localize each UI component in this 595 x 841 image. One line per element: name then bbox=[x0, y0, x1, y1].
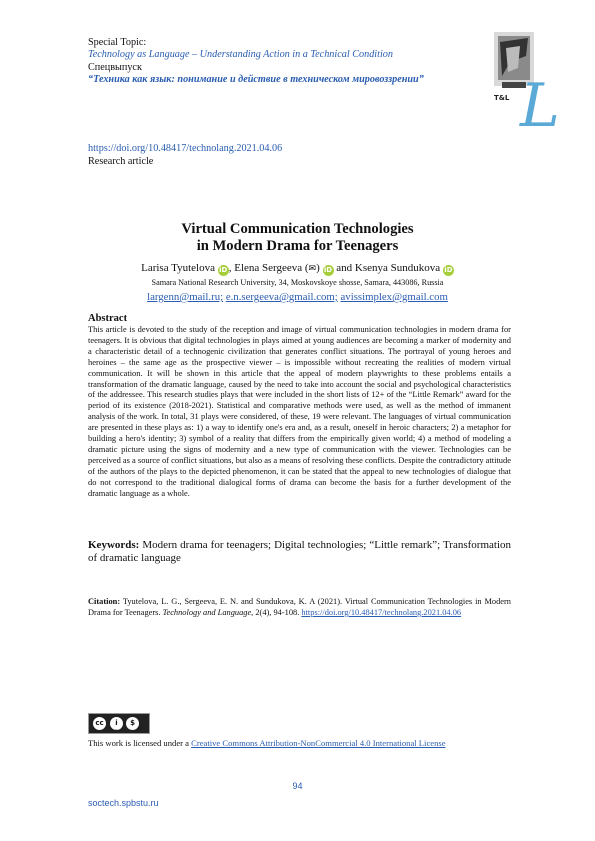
author-3: Ksenya Sundukova bbox=[354, 262, 441, 274]
keywords-text: Modern drama for teenagers; Digital technologies; “Little remark”; Transformation of dramatic language bbox=[88, 539, 511, 564]
orcid-icon[interactable]: iD bbox=[444, 266, 453, 274]
email-link[interactable]: e.n.sergeeva@gmail.com; bbox=[225, 291, 338, 303]
journal-logo-graphic bbox=[480, 28, 560, 141]
logo-letter: L bbox=[520, 71, 560, 141]
article-title bbox=[60, 221, 535, 255]
email-list bbox=[60, 291, 535, 304]
cc-icon: cc bbox=[92, 716, 107, 731]
page-number: 94 bbox=[292, 781, 303, 791]
title-line-2: in Modern Drama for Teenagers bbox=[196, 238, 399, 254]
noncommercial-icon: $ bbox=[126, 717, 139, 730]
nc-label: NC bbox=[124, 729, 133, 734]
affiliation: Samara National Research University, 34, Moskovskoye shosse, Samara, 443086, Russia bbox=[151, 278, 444, 287]
special-topic-label: Special Topic bbox=[88, 37, 144, 48]
journal-header bbox=[88, 37, 468, 87]
logo-caption: T&L bbox=[494, 94, 510, 102]
keywords-label: Keywords: bbox=[88, 539, 140, 551]
citation-doi-link[interactable]: https://doi.org/10.48417/technolang.2021.04.06 bbox=[301, 608, 462, 617]
abstract-body: This article is devoted to the study of the reception and image of virtual communication technologies in modern drama for teenagers. It is obvious that digital technologies in plays aimed at young audiences are becoming a marker of modernity and a characteristic detail of a technogenic civilization that generates conflict situations. The portrayal of young heroes and heroines – the same age as the prospective viewer – is impossible without recreating the realities of modern virtual communication. It will be shown in this article that the appeal of modern playwrights to these problems entails a transformation of the dramatic language, caused by the need to take into account the social and psychological characteristics of the addressee. This research studies plays that were included in the short lists of 12+ of the “Little Remark” award for the period of its existence (2018-2021). Statistical and comparative methods were used, as well as the method of immanent analysis of the work. In total, 31 plays were considered, of these, 19 were relevant. The languages of virtual communication are presented in these plays as: 1) a way to identify one's era and, as a result, oneself in heroic characters; 2) a metaphor for building a hero's identity; 3) symbol of a reality that differs from the empirically given world; 4) a method of modeling a dramatic picture using the signs of modernity and a new type of communication with the viewer. Technologies can be perceived as a source of conflict situations, but also as a means of resolving these conflicts. Despite the contradictory attitude of the authors of the plays to the depicted phenomenon, it can be stated that the appeal to new technologies of dialogue that do not correspond to the traditional dialogical forms of drama can become the basis for a further development of the dramatic language as a whole. bbox=[88, 324, 511, 498]
orcid-icon[interactable]: iD bbox=[219, 266, 228, 274]
author-list: Larisa Tyutelova iD, Elena Sergeeva (✉) iD and Ksenya Sundukova iD bbox=[141, 262, 453, 274]
license-link[interactable]: Creative Commons Attribution-NonCommercial 4.0 International License bbox=[191, 738, 446, 748]
keywords bbox=[88, 539, 511, 565]
email-link[interactable]: avissimplex@gmail.com bbox=[340, 291, 448, 303]
article-meta bbox=[88, 143, 282, 168]
citation-label: Citation: bbox=[88, 597, 121, 606]
abstract-heading: Abstract bbox=[88, 313, 128, 324]
cc-badge-labels bbox=[115, 729, 132, 734]
citation-journal: Technology and Language bbox=[162, 608, 252, 617]
citation-text-1: Tyutelova, L. G., Sergeeva, E. N. and Sundukova, K. A (2021). Virtual Communication Technologies in Modern Drama for Teenagers. bbox=[88, 597, 511, 617]
by-label: BY bbox=[115, 729, 122, 734]
license-prefix: This work is licensed under a bbox=[88, 738, 189, 748]
author-2: Elena Sergeeva bbox=[234, 262, 303, 274]
license-statement bbox=[88, 738, 446, 749]
author-1: Larisa Tyutelova bbox=[141, 262, 215, 274]
email-link[interactable]: largenn@mail.ru; bbox=[147, 291, 224, 303]
and-connector: and bbox=[336, 262, 353, 274]
title-line-1: Virtual Communication Technologies bbox=[181, 221, 414, 237]
citation bbox=[88, 596, 511, 618]
special-issue-ru: Спецвыпуск bbox=[88, 61, 142, 73]
mail-icon[interactable]: ✉ bbox=[308, 264, 317, 274]
doi-link[interactable]: https://doi.org/10.48417/technolang.2021.04.06 bbox=[88, 143, 283, 154]
citation-text-2: , 2(4), 94-108. bbox=[251, 608, 300, 617]
article-type: Research article bbox=[88, 155, 154, 167]
footer-site-link[interactable]: soctech.spbstu.ru bbox=[88, 798, 159, 808]
topic-en: Technology as Language – Understanding Action in a Technical Condition bbox=[88, 49, 393, 61]
journal-logo bbox=[480, 28, 560, 141]
special-topic-line: Special Topic: bbox=[88, 37, 147, 48]
orcid-icon[interactable]: iD bbox=[323, 266, 333, 274]
topic-ru: “Техника как язык: понимание и действие в техническом мировоззрении” bbox=[88, 74, 424, 86]
attribution-icon: i bbox=[110, 717, 123, 730]
